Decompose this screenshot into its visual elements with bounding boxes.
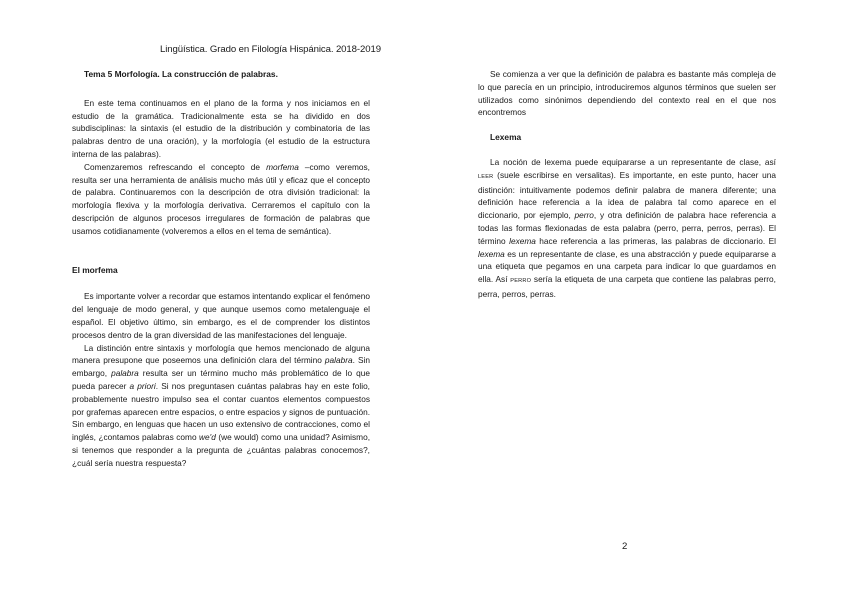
smallcaps-leer: LEER — [478, 173, 494, 180]
text-run: Comenzaremos refrescando el concepto de — [84, 161, 267, 172]
chapter-title: Tema 5 Morfología. La construcción de palabras. — [84, 69, 278, 79]
lexema-paragraph — [478, 156, 776, 301]
morfema-paragraph-1: Es importante volver a recordar que estamos intentando explicar el fenómeno del lenguaje de modo general, y que aunque usemos como metalenguaje el español. El objetivo último, sin embargo, es el de comprender los distintos procesos dentro de la gran diversidad de las manifestaciones del lenguaje. — [72, 291, 370, 340]
term-a-priori: a priori — [129, 380, 156, 391]
intro-paragraph-1: En este tema continuamos en el plano de la forma y nos iniciamos en el estudio de la gramática. Tradicionalmente esta se ha dividido en dos subdisciplinas: la sintaxis (el estudio de la distribución y combinatoria de las palabras dentro de una oración), y la morfología (el estudio de la estructura interna de las palabras). — [72, 97, 370, 159]
running-header: Lingüística. Grado en Filología Hispánica. 2018-2019 — [160, 44, 381, 55]
text-run: , y otra definición de palabra hace referencia a todas las formas flexionadas de esta palabra (perro, perra, perros, perras). El término — [478, 210, 777, 246]
morfema-paragraph-2 — [72, 342, 370, 470]
term-wed: we'd — [199, 432, 216, 443]
text-run: La distinción entre sintaxis y morfología que hemos mencionado de alguna manera presupone que poseemos una definición clara del término — [72, 342, 370, 366]
left-column — [72, 68, 370, 470]
text-run: –como veremos, resulta ser una herramienta de análisis mucho más útil y eficaz que el concepto de palabra. Continuaremos con la descripción de otra división tradicional: la morfología flexiva y la morfología derivativa. Cerraremos el capítulo con la descripción de algunos procesos irregulares de formación de palabras que usamos cotidianamente (volveremos a ellos en el tema de semántica). — [72, 161, 370, 236]
text-run: (suele escribirse en versalitas). Es importante, en este punto, hacer una distinción: intuitivamente podemos definir palabra de manera diferente; una definición hace referencia a la idea de palabra tal como aparece en el diccionario, por ejemplo, — [478, 169, 776, 221]
section-heading-morfema: El morfema — [72, 264, 118, 275]
text-run: sería la etiqueta de una carpeta que contiene las palabras perro, perra, perros, perras. — [478, 274, 776, 299]
term-palabra: palabra — [111, 368, 139, 379]
term-lexema: lexema — [509, 235, 536, 246]
right-intro-paragraph: Se comienza a ver que la definición de palabra es bastante más compleja de lo que parecía en un principio, introduciremos algunos términos que suelen ser utilizados como sinónimos dependiendo del contexto real en el que nos encontremos — [478, 69, 776, 118]
term-lexema: lexema — [478, 248, 505, 259]
term-morfema: morfema — [266, 161, 299, 172]
text-run: hace referencia a las primeras, las palabras de diccionario. El — [535, 235, 776, 246]
right-column — [478, 68, 776, 301]
text-run: . Sin embargo, — [72, 355, 370, 379]
intro-paragraph-2 — [72, 161, 370, 238]
text-run: La noción de lexema puede equipararse a un representante de clase, así — [490, 156, 776, 167]
text-run: . Si nos preguntasen cuántas palabras hay en este folio, probablemente nuestro impulso sea el contar cuantos elementos compuestos por grafemas aparecen entre espacios, o entre espacios y signos de puntuación. Sin embargo, en lenguas que hacen un uso extensivo de contracciones, como el inglés, ¿contamos palabras como — [72, 380, 370, 443]
term-palabra: palabra — [324, 355, 353, 366]
text-run: es un representante de clase, es una abstracción y puede equipararse a una etiqueta que pegamos en una carpeta para indicar lo que guardamos en ella. Así — [478, 248, 776, 285]
term-perro: perro — [574, 210, 594, 221]
section-heading-lexema: Lexema — [490, 132, 522, 143]
page-number: 2 — [622, 541, 628, 552]
text-run: (we would) como una unidad? Asimismo, si tenemos que responder a la pregunta de ¿cuántas palabras conocemos?, ¿cuál sería nuestra respuesta? — [72, 432, 370, 468]
smallcaps-perro: PERRO — [510, 278, 532, 285]
text-run: resulta ser un término mucho más problemático de lo que pueda parecer — [72, 368, 371, 391]
